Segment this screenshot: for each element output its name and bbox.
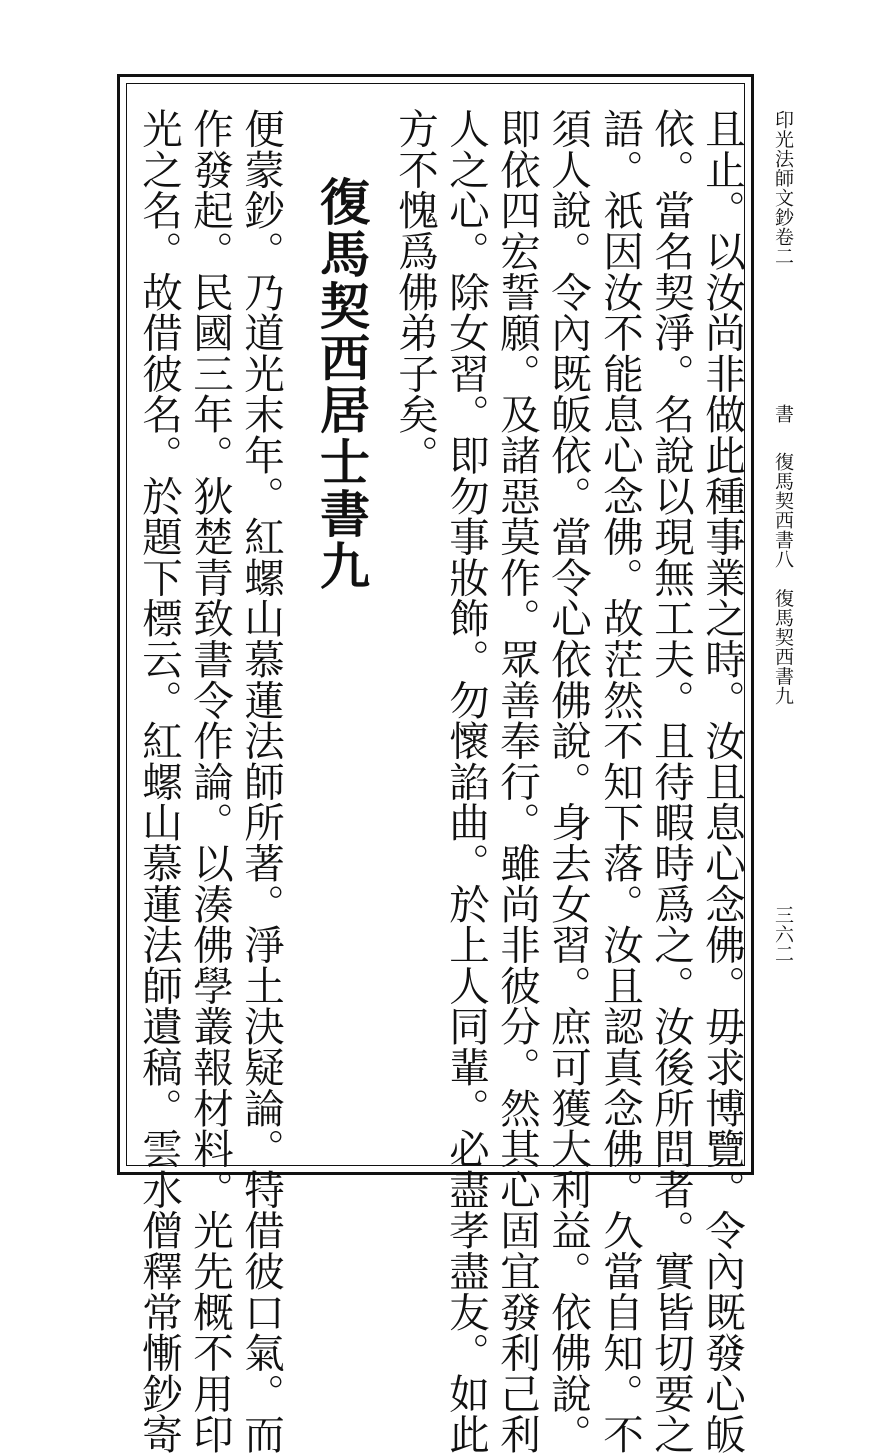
- running-header-articles: 復馬契西書八 復馬契西書九: [772, 452, 794, 706]
- text-column: 即依四宏誓願。及諸惡莫作。眾善奉行。雖尚非彼分。然其心固宜發利己利: [493, 108, 541, 1454]
- running-header-section: 書: [772, 404, 794, 424]
- text-column: 方不愧爲佛弟子矣。: [391, 108, 439, 476]
- text-column: 人之心。除女習。即勿事妝飾。勿懷諂曲。於上人同輩。必盡孝盡友。如此: [442, 108, 490, 1454]
- text-column: 便蒙鈔。乃道光末年。紅螺山慕蓮法師所著。淨土決疑論。特借彼口氣。而: [237, 108, 285, 1454]
- text-column: 依。當名契淨。名說以現無工夫。且待暇時爲之。汝後所問者。實皆切要之: [647, 108, 695, 1454]
- text-column: 須人說。令內既皈依。當令心依佛說。身去女習。庶可獲大利益。依佛說。: [544, 108, 592, 1454]
- page-number: 三六二: [772, 905, 794, 964]
- text-column: 且止。以汝尚非做此種事業之時。汝且息心念佛。毋求博覽。令內既發心皈: [698, 108, 746, 1454]
- text-column: 作發起。民國三年。狄楚青致書令作論。以湊佛學叢報材料。光先概不用印: [186, 108, 234, 1454]
- running-header-book-title: 印光法師文鈔卷二: [772, 110, 794, 266]
- letter-title: 復馬契西居士書九: [312, 176, 371, 592]
- text-column: 光之名。故借彼名。於題下標云。紅螺山慕蓮法師遺稿。雲水僧釋常慚鈔寄: [135, 108, 183, 1454]
- text-column: 語。祇因汝不能息心念佛。故茫然不知下落。汝且認真念佛。久當自知。不: [596, 108, 644, 1454]
